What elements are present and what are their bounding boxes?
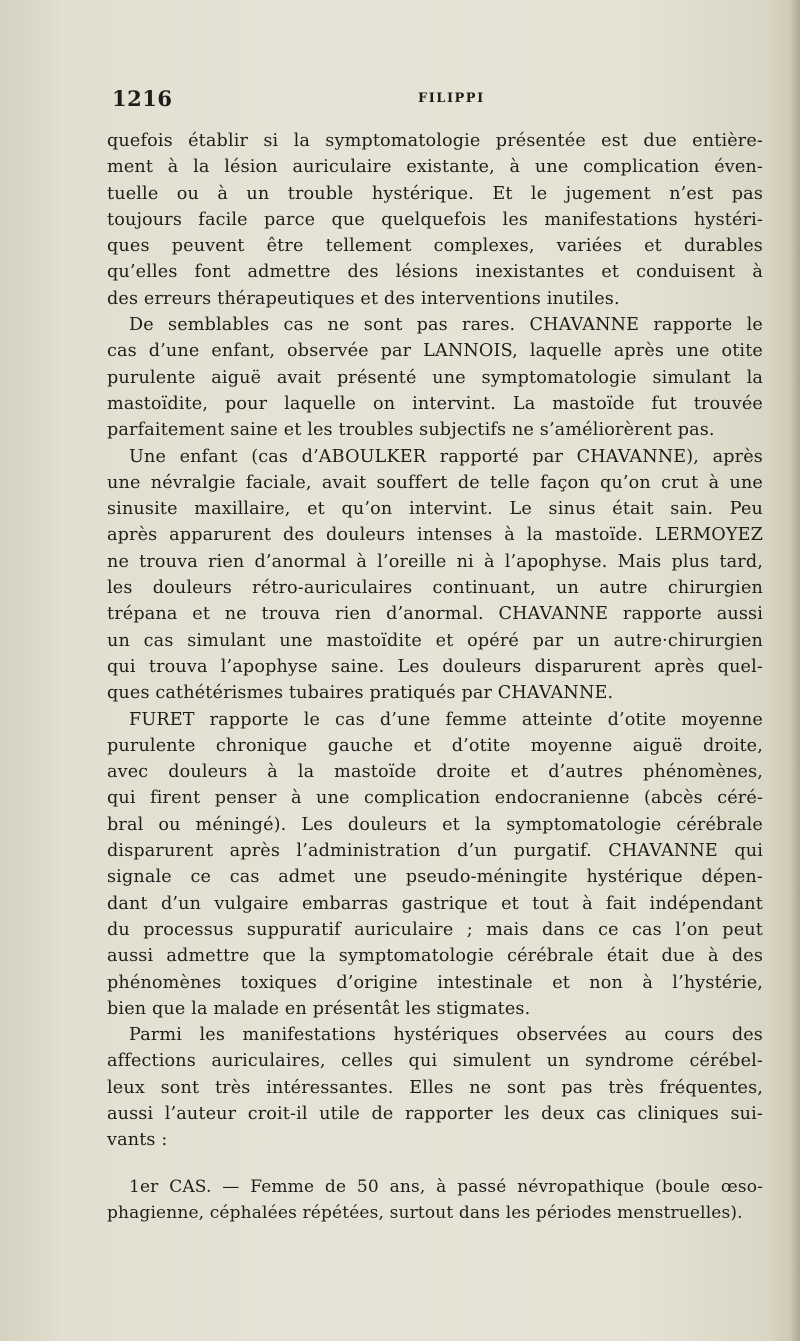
paragraph — [107, 707, 763, 1023]
page-header — [112, 86, 792, 116]
text-line: FURET rapporte le cas d’une femme atteinte d’otite moyenne — [129, 709, 763, 730]
paragraph — [107, 444, 763, 707]
text-line: dant d’un vulgaire embarras gastrique et tout à fait indépendant — [107, 893, 763, 914]
text-line: cas d’une enfant, observée par LANNOIS, laquelle après une otite — [107, 341, 763, 362]
text-line: vants : — [107, 1130, 168, 1151]
text-line: aussi l’auteur croit-il utile de rapporter les deux cas cliniques sui- — [107, 1103, 763, 1124]
text-line: parfaitement saine et les troubles subjectifs ne s’améliorèrent pas. — [107, 420, 715, 441]
text-line: phagienne, céphalées répétées, surtout dans les périodes menstruelles). — [107, 1202, 743, 1223]
text-line: ques cathétérismes tubaires pratiqués par CHAVANNE. — [107, 683, 614, 704]
text-line: avec douleurs à la mastoïde droite et d’autres phénomènes, — [107, 762, 763, 783]
text-line: Parmi les manifestations hystériques observées au cours des — [129, 1025, 763, 1046]
text-line: aussi admettre que la symptomatologie cérébrale était due à des — [107, 946, 763, 967]
text-line: un cas simulant une mastoïdite et opéré par un autre·chirurgien — [107, 630, 763, 651]
text-line: tuelle ou à un trouble hystérique. Et le jugement n’est pas — [107, 183, 763, 204]
text-line: trépana et ne trouva rien d’anormal. CHAVANNE rapporte aussi — [107, 604, 763, 625]
text-line: mastoïdite, pour laquelle on intervint. La mastoïde fut trouvée — [107, 393, 763, 414]
text-line: du processus suppuratif auriculaire ; mais dans ce cas l’on peut — [107, 919, 763, 940]
text-line: après apparurent des douleurs intenses à la mastoïde. LERMOYEZ — [107, 525, 763, 546]
text-line: disparurent après l’administration d’un purgatif. CHAVANNE qui — [107, 841, 763, 862]
case-note — [107, 1174, 763, 1227]
text-line: bien que la malade en présentât les stigmates. — [107, 998, 531, 1019]
text-line: De semblables cas ne sont pas rares. CHAVANNE rapporte le — [129, 315, 763, 336]
text-line: une névralgie faciale, avait souffert de telle façon qu’on crut à une — [107, 472, 763, 493]
page-number: 1216 — [112, 86, 173, 111]
text-line: phénomènes toxiques d’origine intestinale et non à l’hystérie, — [107, 972, 763, 993]
text-line: bral ou méningé). Les douleurs et la symptomatologie cérébrale — [107, 814, 763, 835]
text-line: toujours facile parce que quelquefois les manifestations hystéri- — [107, 209, 763, 230]
text-line: qui firent penser à une complication endocranienne (abcès céré- — [107, 788, 763, 809]
text-line: ques peuvent être tellement complexes, variées et durables — [107, 236, 763, 257]
text-line: qu’elles font admettre des lésions inexistantes et conduisent à — [107, 262, 763, 283]
body-text — [107, 128, 763, 1226]
text-line: affections auriculaires, celles qui simulent un syndrome cérébel- — [107, 1051, 763, 1072]
text-line: sinusite maxillaire, et qu’on intervint. Le sinus était sain. Peu — [107, 499, 763, 520]
running-head: FILIPPI — [418, 91, 485, 106]
text-line: purulente aiguë avait présenté une symptomatologie simulant la — [107, 367, 763, 388]
text-line: ment à la lésion auriculaire existante, à une complication éven- — [107, 157, 763, 178]
text-line: 1er CAS. — Femme de 50 ans, à passé névropathique (boule œso- — [129, 1176, 763, 1197]
text-line: purulente chronique gauche et d’otite moyenne aiguë droite, — [107, 735, 763, 756]
paragraph — [107, 1022, 763, 1153]
text-line: des erreurs thérapeutiques et des interventions inutiles. — [107, 288, 620, 309]
text-line: signale ce cas admet une pseudo-méningite hystérique dépen- — [107, 867, 763, 888]
text-line: Une enfant (cas d’ABOULKER rapporté par CHAVANNE), après — [129, 446, 763, 467]
text-line: quefois établir si la symptomatologie présentée est due entière- — [107, 131, 763, 151]
text-line: les douleurs rétro-auriculaires continuant, un autre chirurgien — [107, 578, 763, 599]
text-line: qui trouva l’apophyse saine. Les douleurs disparurent après quel- — [107, 656, 763, 677]
text-line: leux sont très intéressantes. Elles ne sont pas très fréquentes, — [107, 1077, 763, 1098]
paragraph — [107, 128, 763, 312]
text-line: ne trouva rien d’anormal à l’oreille ni à l’apophyse. Mais plus tard, — [107, 551, 763, 572]
paragraph — [107, 312, 763, 443]
section-gap — [107, 1154, 763, 1174]
page-edge-shadow — [790, 0, 800, 1341]
